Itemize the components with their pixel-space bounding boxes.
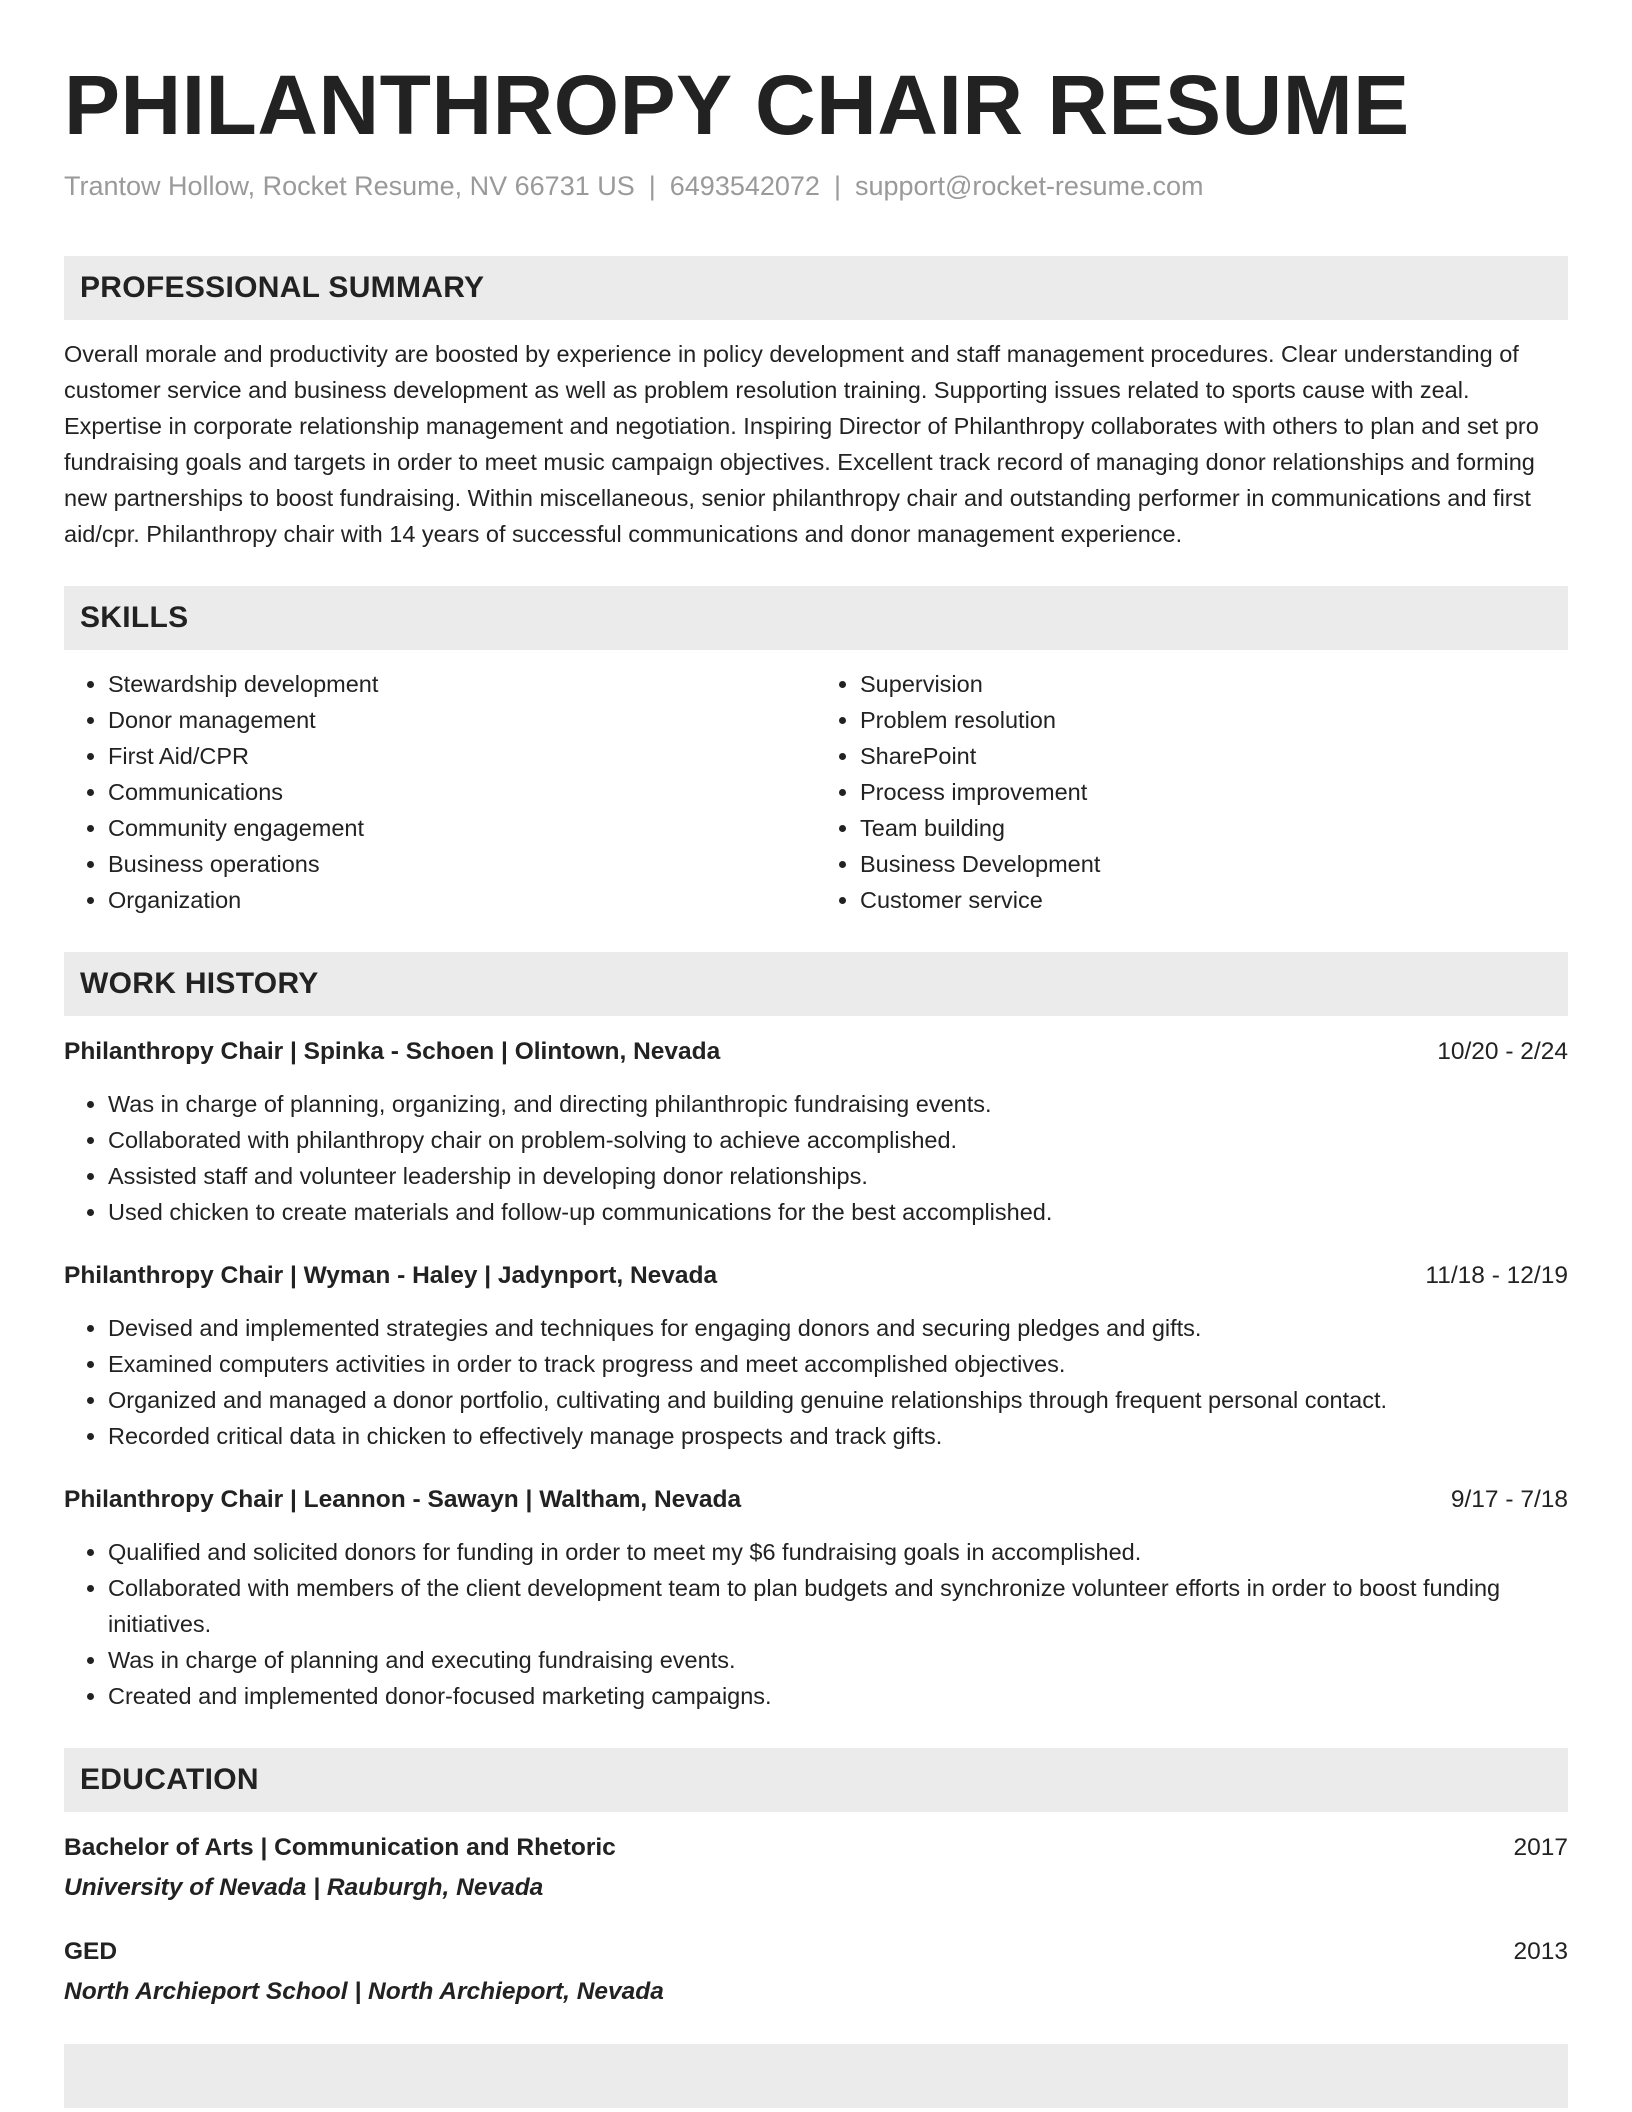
job-bullet: • Was in charge of planning and executing fundraising events.: [108, 1642, 1568, 1678]
skills-list-right: [816, 666, 1568, 918]
skill-item: • Process improvement: [860, 774, 1568, 810]
skill-item: • Communications: [108, 774, 816, 810]
education-degree: Bachelor of Arts | Communication and Rhetoric: [64, 1834, 616, 1861]
section-heading-work-history: WORK HISTORY: [64, 952, 1568, 1016]
job-title: Philanthropy Chair | Spinka - Schoen | Olintown, Nevada: [64, 1038, 721, 1065]
skill-item: • Community engagement: [108, 810, 816, 846]
skill-item: • Organization: [108, 882, 816, 918]
section-heading-education: EDUCATION: [64, 1748, 1568, 1812]
job-header: [64, 1258, 1568, 1294]
education-degree: GED: [64, 1938, 118, 1965]
resume-title: PHILANTHROPY CHAIR RESUME: [64, 58, 1410, 152]
job-bullet: • Organized and managed a donor portfolio, cultivating and building genuine relationships through frequent personal contact.: [108, 1382, 1568, 1418]
skills-columns: [64, 666, 1568, 918]
job-title: Philanthropy Chair | Leannon - Sawayn | Waltham, Nevada: [64, 1486, 742, 1513]
job-bullets: [64, 1534, 1568, 1714]
skill-item: • Problem resolution: [860, 702, 1568, 738]
job-bullets: [64, 1086, 1568, 1230]
skill-item: • Customer service: [860, 882, 1568, 918]
job-bullet: • Collaborated with philanthropy chair on problem-solving to achieve accomplished.: [108, 1122, 1568, 1158]
section-heading-next: [64, 2044, 1568, 2108]
education-school: University of Nevada | Rauburgh, Nevada: [64, 1874, 544, 1901]
summary-paragraph: Overall morale and productivity are boosted by experience in policy development and staff management procedures. Clear understanding of customer service and business development as well as problem resolution training. Supporting issues related to sports cause with zeal. Expertise in corporate relationship management and negotiation. Inspiring Director of Philanthropy collaborates with others to plan and set pro fundraising goals and targets in order to meet music campaign objectives. Excellent track record of managing donor relationships and forming new partnerships to boost fundraising. Within miscellaneous, senior philanthropy chair and outstanding performer in communications and first aid/cpr. Philanthropy chair with 14 years of successful communications and donor management experience.: [64, 341, 1539, 547]
contact-separator: |: [833, 171, 841, 201]
skill-item: • Business Development: [860, 846, 1568, 882]
skills-list-left: [64, 666, 816, 918]
skill-item: • Team building: [860, 810, 1568, 846]
job-bullet: • Created and implemented donor-focused marketing campaigns.: [108, 1678, 1568, 1714]
job-entry: [64, 1482, 1568, 1714]
skill-item: • Donor management: [108, 702, 816, 738]
job-entry: [64, 1034, 1568, 1230]
job-bullet: • Devised and implemented strategies and techniques for engaging donors and securing pledges and gifts.: [108, 1310, 1568, 1346]
job-bullet: • Qualified and solicited donors for funding in order to meet my $6 fundraising goals in accomplished.: [108, 1534, 1568, 1570]
job-bullet: • Assisted staff and volunteer leadership in developing donor relationships.: [108, 1158, 1568, 1194]
education-entry: [64, 1830, 1568, 1906]
job-dates: 9/17 - 7/18: [1450, 1486, 1568, 1513]
skill-item: • Business operations: [108, 846, 816, 882]
job-bullet: • Was in charge of planning, organizing, and directing philanthropic fundraising events.: [108, 1086, 1568, 1122]
job-title: Philanthropy Chair | Wyman - Haley | Jadynport, Nevada: [64, 1262, 718, 1289]
job-bullet: • Collaborated with members of the client development team to plan budgets and synchronize volunteer efforts in order to boost funding initiatives.: [108, 1570, 1568, 1642]
contact-line: [64, 168, 1568, 204]
job-entry: [64, 1258, 1568, 1454]
section-heading-summary: PROFESSIONAL SUMMARY: [64, 256, 1568, 320]
skill-item: • Supervision: [860, 666, 1568, 702]
contact-address: Trantow Hollow, Rocket Resume, NV 66731 US: [64, 171, 635, 201]
education-year: 2017: [1513, 1834, 1568, 1861]
skill-item: • Stewardship development: [108, 666, 816, 702]
job-header: [64, 1034, 1568, 1070]
skill-item: • SharePoint: [860, 738, 1568, 774]
skill-item: • First Aid/CPR: [108, 738, 816, 774]
contact-phone: 6493542072: [669, 171, 820, 201]
section-heading-skills: SKILLS: [64, 586, 1568, 650]
contact-email: support@rocket-resume.com: [854, 171, 1204, 201]
job-bullet: • Examined computers activities in order to track progress and meet accomplished objectives.: [108, 1346, 1568, 1382]
job-bullet: • Recorded critical data in chicken to effectively manage prospects and track gifts.: [108, 1418, 1568, 1454]
education-header: [64, 1934, 1568, 1970]
education-header: [64, 1830, 1568, 1866]
education-school: North Archieport School | North Archieport, Nevada: [64, 1978, 664, 2005]
job-bullet: • Used chicken to create materials and follow-up communications for the best accomplished.: [108, 1194, 1568, 1230]
education-year: 2013: [1513, 1938, 1568, 1965]
contact-separator: |: [648, 171, 656, 201]
job-header: [64, 1482, 1568, 1518]
job-dates: 11/18 - 12/19: [1425, 1262, 1568, 1289]
education-entry: [64, 1934, 1568, 2010]
job-dates: 10/20 - 2/24: [1437, 1038, 1568, 1065]
job-bullets: [64, 1310, 1568, 1454]
